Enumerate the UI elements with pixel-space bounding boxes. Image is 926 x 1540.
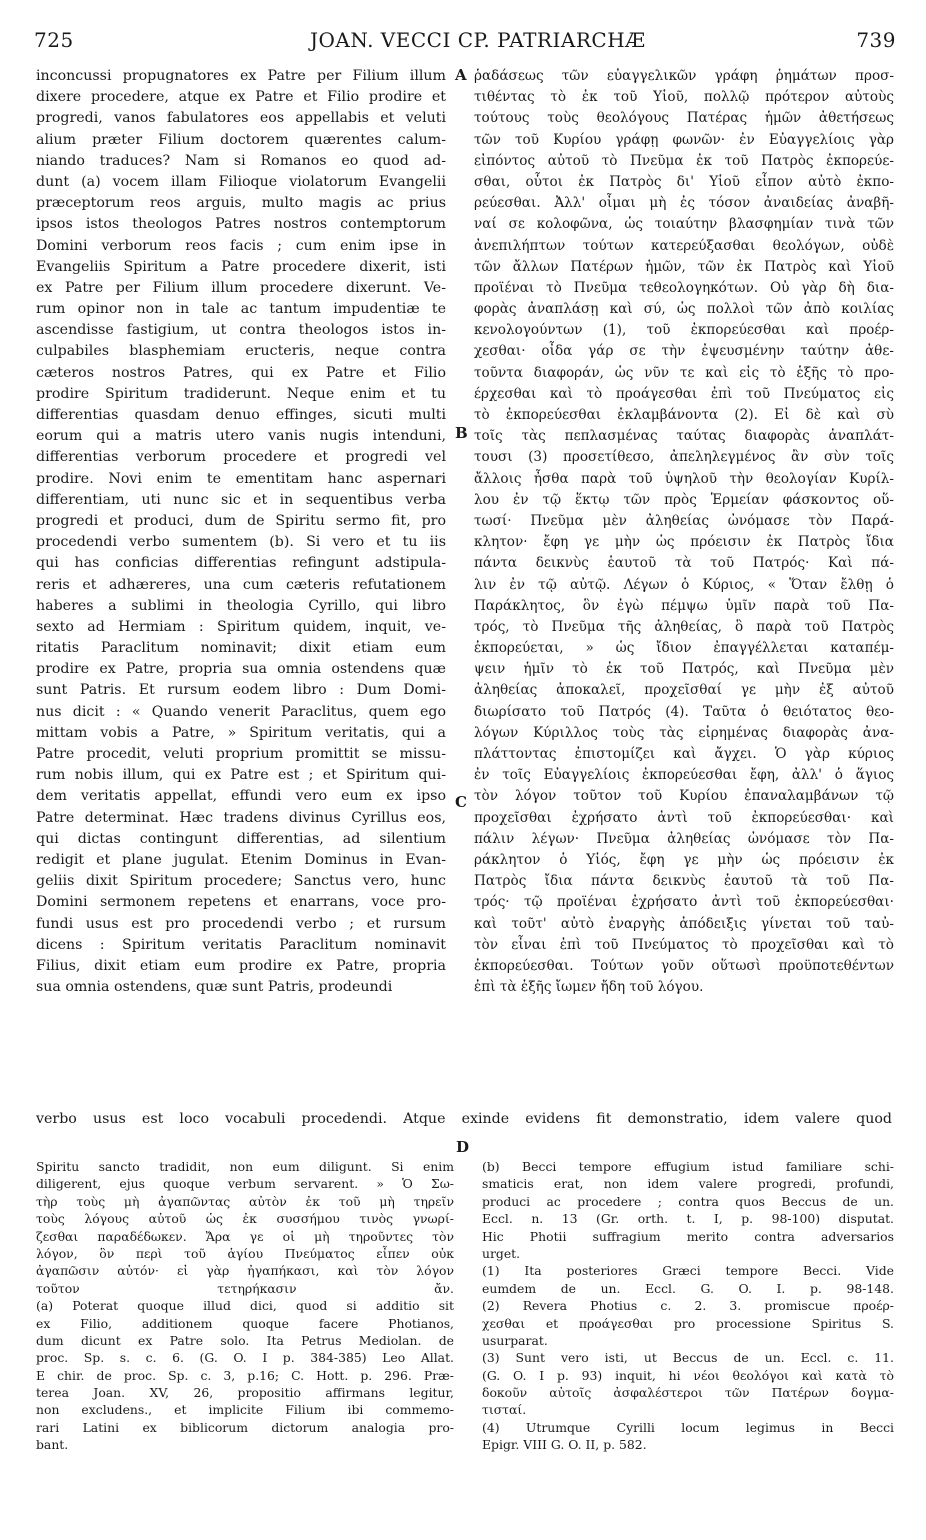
text-line: πλάττοντας ἐπιστομίζει καὶ ἄγχει. Ὁ γὰρ κύριος [474, 746, 894, 762]
footnote-line: Spiritu sancto tradidit, non eum diligunt. Si enim [36, 1159, 454, 1174]
text-line: λιν ἐν τῷ αὐτῷ. Λέγων ὁ Κύριος, « Ὅταν ἔλθῃ ὁ [474, 576, 894, 593]
text-line: dixere procedere, atque ex Patre et Filio prodire et [36, 89, 446, 106]
footnote-line: usurparat. [482, 1332, 548, 1348]
text-line: culpabiles blasphemiam eructeris, neque contra [36, 343, 446, 360]
page-header [30, 28, 896, 54]
footnote-line: diligerent, ejus quoque verbum servarent. » Ὁ Σω- [36, 1176, 454, 1192]
text-line: præceptorum reos arguis, multo magis ac prius [36, 195, 446, 212]
text-line: προχεῖσθαι ἐχρήσατο ἀντὶ τοῦ ἐκπορεύεσθαι· καὶ [474, 809, 894, 826]
text-line: progredi, vanos fabulatores eos appellabis et veluti [36, 110, 446, 127]
text-line: sexto ad Hermiam : Spiritum quidem, inquit, ve- [36, 618, 446, 635]
greek-column [474, 66, 894, 998]
footnote-line: urget. [482, 1245, 521, 1261]
text-line: rum nobis illum, qui ex Patre est ; et Spiritum qui- [36, 767, 446, 784]
text-line: τιθέντας τὸ ἐκ τοῦ Υἱοῦ, πολλῷ πρότερον αὐτοὺς [474, 89, 894, 106]
footnote-line: rari Latini ex biblicorum dictorum analogia pro- [36, 1419, 454, 1435]
text-line: procedendi verbo sumentem (b). Si vero et tu iis [36, 534, 446, 551]
latin-column [36, 66, 446, 998]
text-line: Evangeliis Spiritum a Patre procedere dixerit, isti [36, 258, 446, 275]
text-line: ρεύεσθαι. Ἀλλ' οἶμαι μὴ ἐς τόσον ἀναιδείας ἀναβῆ- [474, 195, 894, 212]
text-line: cæteros nostros Patres, qui ex Patre et Filio [36, 364, 446, 381]
text-line: τοῦντα διαφοράν, ὡς νῦν τε καὶ εἰς τὸ ἑξῆς τὸ προ- [474, 364, 894, 381]
text-line: Domini sermonem repetens et enarrans, voce pro- [36, 894, 446, 911]
text-line: Patre determinat. Hæc tradens divinus Cyrillus eos, [36, 809, 446, 826]
text-line: ψειν ἡμῖν τὸ ἐκ τοῦ Πατρός, καὶ Πνεῦμα μὲν [474, 661, 894, 678]
footnote-line: λόγον, ὃν περὶ τοῦ ἁγίου Πνεύματος εἶπεν οὐκ [36, 1245, 454, 1261]
footnote-line: (2) Revera Photius c. 2. 3. promiscue προέρ- [482, 1298, 894, 1314]
text-line: τῶν ἄλλων Πατέρων ἡμῶν, τῶν ἐκ Πατρὸς καὶ Υἱοῦ [474, 258, 894, 275]
text-line: ἄλλοις ἦσθα παρὰ τοῦ ὑψηλοῦ τὴν θεολογίαν Κυρίλ- [474, 470, 894, 487]
text-line: prodire Spiritum tradiderunt. Neque enim et tu [36, 385, 446, 402]
text-line: sua omnia ostendens, quæ sunt Patris, prodeundi [36, 979, 393, 996]
text-line: progredi et produci, dum de Spiritu sermo fit, pro [36, 512, 446, 529]
page-number-left: 725 [34, 28, 74, 52]
text-line: differentiam, uti nunc sic et in sequentibus verba [36, 491, 446, 508]
text-line: τρός, τὸ Πνεῦμα τῆς ἀληθείας, ὃ παρὰ τοῦ Πατρὸς [474, 618, 894, 635]
text-line: dicens : Spiritum veritatis Paraclitum nominavit [36, 936, 446, 953]
text-line: qui dictas contingunt differentias, ad silentium [36, 830, 446, 847]
text-line: τουσι (3) προσετίθεσο, ἀπεληλεγμένος ἂν σὺν τοῖς [474, 449, 894, 466]
footnote-line: τισταί. [482, 1402, 527, 1418]
marker-b: B [455, 424, 468, 442]
footnote-line: Hic Photii suffragium merito contra adversarios [482, 1228, 894, 1244]
text-line: τὸν λόγον τοῦτον τοῦ Κυρίου ἐπαναλαμβάνων τῷ [474, 788, 894, 805]
text-line: dunt (a) vocem illam Filioque violatorum Evangelii [36, 173, 446, 190]
marker-a: A [455, 66, 467, 84]
text-line: λόγων Κύριλλος τοὺς τὰς εἰρημένας διαφορὰς ἀνα- [474, 724, 894, 741]
text-line: ipsos istos theologos Patres nostros contemptorum [36, 216, 446, 233]
text-line: differentias quasdam denuo effinges, sicuti multi [36, 407, 446, 423]
text-line: έρχεσθαι καὶ τὸ προάγεσθαι ἐπὶ τοῦ Πνεύματος εἰς [474, 385, 894, 402]
footnote-line: δοκοῦν αὐτοῖς ἀσφαλέστεροι τῶν Πατέρων δογμα- [482, 1385, 894, 1401]
footnote-line: bant. [36, 1437, 69, 1453]
marker-d: D [456, 1138, 470, 1156]
text-line: χεσθαι· οἶδα γάρ σε τὴν ἐψευσμένην ταύτην ἀθε- [474, 343, 894, 360]
text-line: φορὰς ἀναπλάσῃ καὶ σύ, ὡς πολλοὶ τῶν ἀπὸ κοιλίας [474, 301, 894, 318]
text-line: τοῖς τὰς πεπλασμένας ταύτας διαφορὰς ἀναπλάτ- [474, 428, 894, 445]
text-line: πάλιν λέγων· Πνεῦμα ἀληθείας ὠνόμασε τὸν Πα- [474, 830, 894, 847]
text-line: reris et adhæreres, una cum cæteris refutationem [36, 576, 446, 593]
footnote-line: τοὺς λόγους αὐτοῦ ὡς ἐκ συσσήμου τινὸς γνωρί- [36, 1211, 454, 1227]
footnotes-left [36, 1158, 454, 1454]
footnote-line: τοῦτον τετηρήκασιν ἄν. [36, 1280, 454, 1296]
text-line: inconcussi propugnatores ex Patre per Filium illum [36, 68, 446, 84]
footnotes-right [482, 1158, 894, 1454]
footnote-line: smaticis erat, non idem valere progredi, profundi, [482, 1176, 894, 1192]
text-line: τὸ ἐκπορεύεσθαι ἐκλαμβάνοντα (2). Εἰ δὲ καὶ σὺ [474, 407, 894, 423]
text-line: rum opinor non in tale ac tantum impudentiæ te [36, 301, 446, 318]
footnote-line: terea Joan. XV, 26, propositio affirmans legitur, [36, 1385, 454, 1401]
text-line: τωσί· Πνεῦμα μὲν ἀληθείας ὠνόμασε τὸν Παρά- [474, 512, 894, 529]
text-line: differentias verborum procedere et progredi vel [36, 449, 446, 466]
footnote-line: Eccl. n. 13 (Gr. orth. t. I, p. 98-100) disputat. [482, 1211, 894, 1227]
text-line: κενολογούντων (1), τοῦ ἐκπορεύεσθαι καὶ προέρ- [474, 322, 894, 339]
text-line: Παράκλητος, ὃν ἐγὼ πέμψω ὑμῖν παρὰ τοῦ Πα- [474, 597, 894, 614]
footnote-line: (G. O. I p. 93) inquit, hi νέοι θεολόγοι καὶ κατὰ τὸ [482, 1367, 894, 1383]
text-line: redigit et plane jugulat. Etenim Dominus in Evan- [36, 851, 446, 868]
text-line: ἀνεπιλήπτων τούτων κατερεύξασθαι θεολόγων, οὐδὲ [474, 237, 894, 254]
text-line: ἀληθείας ἀποκαλεῖ, προχεῖσθαί γε μὴν ἐξ αὐτοῦ [474, 682, 894, 699]
text-line: πάντα δεικνὺς ἑαυτοῦ τὰ τοῦ Πατρός· Καὶ πά- [474, 555, 894, 572]
text-line: τρός· τῷ προϊέναι ἐχρήσατο ἀντὶ τοῦ ἐκπορεύεσθαι· [474, 894, 894, 911]
text-line: ex Patre per Filium illum procedere dixerunt. Ve- [36, 279, 446, 296]
text-line: qui has conficias differentias refingunt adstipula- [36, 555, 446, 572]
text-line: mittam vobis a Patre, » Spiritum veritatis, qui a [36, 724, 446, 741]
footnote-line: ζεσθαι παραδέδωκεν. Ἄρα γε οἱ μὴ τηροῦντες τὸν [36, 1228, 454, 1244]
text-line: Patre procedit, veluti proprium promittit se missu- [36, 746, 446, 762]
footnote-line: (3) Sunt vero isti, ut Beccus de un. Eccl. c. 11. [482, 1350, 894, 1366]
footnote-line: (b) Becci tempore effugium istud familiare schi- [482, 1159, 894, 1174]
footnote-line: dum dicunt ex Patre solo. Ita Petrus Mediolan. de [36, 1332, 454, 1348]
text-line: haberes a sublimi in theologia Cyrillo, qui libro [36, 597, 446, 614]
text-line: ἐν τοῖς Εὐαγγελίοις ἐκπορεύεσθαι ἔφη, ἀλλ' ὁ ἅγιος [474, 767, 894, 784]
footnote-line: τὴρ τοὺς μὴ ἀγαπῶντας αὐτὸν ἐκ τοῦ μὴ τηρεῖν [36, 1193, 454, 1209]
footnote-line: eumdem de un. Eccl. G. O. I. p. 98-148. [482, 1280, 894, 1296]
text-line: niando traduces? Nam si Romanos eo quod ad- [36, 152, 446, 169]
text-line: ἐπὶ τὰ ἑξῆς ἴωμεν ἤδη τοῦ λόγου. [474, 979, 704, 996]
text-line: ἐκπορεύεσθαι. Τούτων γοῦν οὕτωσὶ προϋποτεθέντων [474, 957, 894, 974]
text-line: ναί σε κολοφῶνα, ὡς τοιαύτην βλασφημίαν τινὰ τῶν [474, 216, 894, 233]
footnote-line: non excludens., et implicite Filium ibi commemo- [36, 1402, 454, 1418]
text-line: κλητον· ἔφη γε μὴν ὡς πρόεισιν ἐκ Πατρὸς ἴδια [474, 534, 894, 551]
footnote-line: proc. Sp. s. c. 6. (G. O. I p. 384-385) Leo Allat. [36, 1350, 454, 1366]
text-line: Filius, dixit etiam eum prodire ex Patre, propria [36, 957, 446, 974]
text-line: σθαι, οὗτοι ἐκ Πατρὸς δι' Υἱοῦ εἶπον αὐτὸ ἐκπο- [474, 173, 894, 190]
text-line: geliis dixit Spiritum procedere; Sanctus vero, hunc [36, 873, 446, 890]
footnote-line: (a) Poterat quoque illud dici, quod si additio sit [36, 1298, 454, 1314]
text-line: ῥαδάσεως τῶν εὐαγγελικῶν γράφη ῥημάτων προσ- [474, 68, 894, 84]
text-line: dem veritatis appellat, effundi vero eum ex ipso [36, 788, 446, 805]
text-line: eorum qui a matris utero vanis nugis intenduni, [36, 428, 446, 445]
text-line: προϊέναι τὸ Πνεῦμα τεθεολογηκότων. Οὐ γὰρ δὴ δια- [474, 279, 894, 296]
text-line: nus dicit : « Quando venerit Paraclitus, quem ego [36, 703, 446, 720]
marker-c: C [455, 793, 467, 811]
footnote-line: (1) Ita posteriores Græci tempore Becci. Vide [482, 1263, 894, 1279]
text-line: alium præter Filium doctorem quærentes calum- [36, 131, 446, 148]
text-line: καὶ τοῦτ' αὐτὸ ἐναργὴς ἀπόδειξις γίνεται τοῦ ταὐ- [474, 915, 894, 932]
text-line: ἐκπορεύεται, » ὡς ἴδιον ἐπαγγέλλεται καταπέμ- [474, 640, 894, 657]
footnote-line: E chir. de proc. Sp. c. 3, p.16; C. Hott. p. 296. Præ- [36, 1367, 454, 1383]
text-line: fundi usus est pro procedendi verbo ; et rursum [36, 915, 446, 932]
text-line: ascendisse fastigium, ut contra theologos istos in- [36, 322, 446, 339]
running-title: JOAN. VECCI CP. PATRIARCHÆ [310, 28, 646, 52]
text-line: τῶν τοῦ Κυρίου γράφῃ φωνῶν· ἐν Εὐαγγελίοις γὰρ [474, 131, 894, 148]
footnote-line: ἀγαπῶσιν αὐτόν· εἰ γὰρ ἠγαπήκασι, καὶ τὸν λόγον [36, 1263, 454, 1279]
text-line: ράκλητον ὁ Υἱός, ἔφη γε μὴν ὡς πρόεισιν ἐκ [474, 851, 894, 868]
footnote-line: Epigr. VIII G. O. II, p. 582. [482, 1437, 647, 1453]
full-width-line: verbo usus est loco vocabuli procedendi. Atque exinde evidens fit demonstratio, idem valere quod [36, 1111, 892, 1127]
text-line: Domini verborum reos facis ; cum enim ipse in [36, 237, 446, 254]
text-line: λου ἐν τῷ ἕκτῳ τῶν πρὸς Ἑρμείαν φάσκοντος οὕ- [474, 491, 894, 508]
text-line: prodire ex Patre, propria sua omnia ostendens quæ [36, 661, 446, 678]
text-line: τὸν εἶναι ἐπὶ τοῦ Πνεύματος τὸ προχεῖσθαι καὶ τὸ [474, 936, 894, 953]
text-line: ritatis Paraclitum nominavit; dixit etiam eum [36, 640, 446, 657]
text-line: prodire. Novi enim te ementitam hanc aspernari [36, 470, 446, 487]
text-line: sunt Patris. Et rursum eodem libro : Dum Domi- [36, 682, 446, 699]
text-line: Πατρὸς ἴδια πάντα δεικνὺς ἑαυτοῦ τὰ τοῦ Πα- [474, 873, 894, 890]
text-line: διωρίσατο τοῦ Πατρός (4). Ταῦτα ὁ θειότατος θεο- [474, 703, 894, 720]
footnote-line: produci ac procedere ; contra quos Beccus de un. [482, 1193, 894, 1209]
footnote-line: ex Filio, additionem quoque facere Photianos, [36, 1315, 454, 1331]
footnote-line: χεσθαι et προάγεσθαι pro processione Spiritus S. [482, 1315, 894, 1331]
text-line: τούτους τοὺς θεολόγους Πατέρας ἡμῶν ἀθετήσεως [474, 110, 894, 127]
text-line: εἰπόντος αὐτοῦ τὸ Πνεῦμα ἐκ τοῦ Πατρὸς ἐκπορεύε- [474, 152, 894, 169]
footnote-line: (4) Utrumque Cyrilli locum legimus in Becci [482, 1419, 894, 1435]
page-number-right: 739 [856, 28, 896, 52]
